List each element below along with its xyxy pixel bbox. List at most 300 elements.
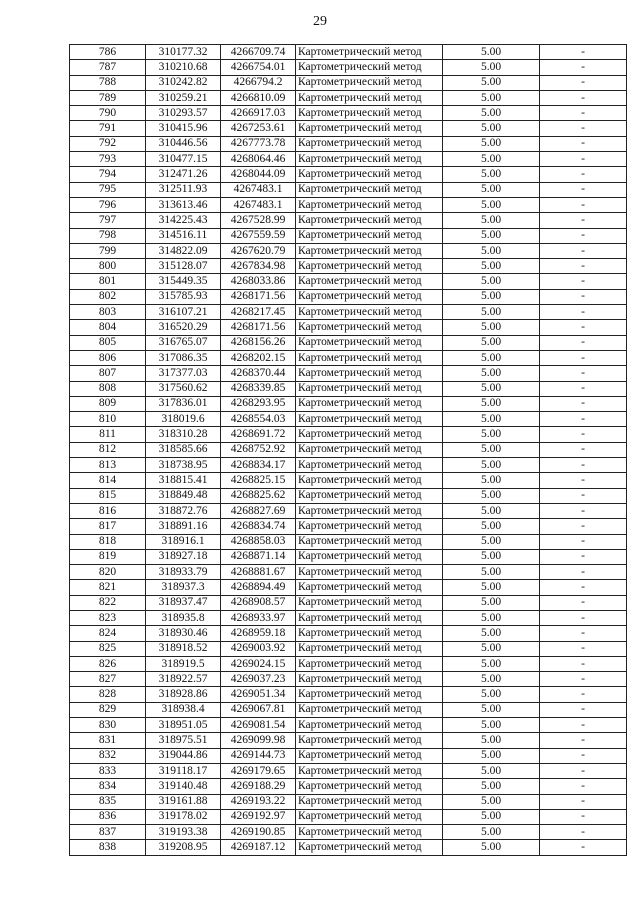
x-coordinate-cell: 314516.11 bbox=[146, 228, 221, 243]
y-coordinate-cell: 4268202.15 bbox=[221, 350, 296, 365]
note-cell: - bbox=[540, 243, 627, 258]
accuracy-cell: 5.00 bbox=[443, 779, 540, 794]
table-row bbox=[70, 825, 627, 840]
y-coordinate-cell: 4267834.98 bbox=[221, 259, 296, 274]
table-row bbox=[70, 458, 627, 473]
note-cell: - bbox=[540, 473, 627, 488]
table-row bbox=[70, 718, 627, 733]
note-cell: - bbox=[540, 595, 627, 610]
method-cell: Картометрический метод bbox=[296, 580, 443, 595]
point-number-cell: 798 bbox=[70, 228, 146, 243]
y-coordinate-cell: 4268171.56 bbox=[221, 320, 296, 335]
point-number-cell: 796 bbox=[70, 197, 146, 212]
accuracy-cell: 5.00 bbox=[443, 90, 540, 105]
note-cell: - bbox=[540, 565, 627, 580]
y-coordinate-cell: 4266709.74 bbox=[221, 45, 296, 60]
table-row bbox=[70, 687, 627, 702]
x-coordinate-cell: 319161.88 bbox=[146, 794, 221, 809]
point-number-cell: 804 bbox=[70, 320, 146, 335]
point-number-cell: 800 bbox=[70, 259, 146, 274]
note-cell: - bbox=[540, 167, 627, 182]
x-coordinate-cell: 317377.03 bbox=[146, 366, 221, 381]
accuracy-cell: 5.00 bbox=[443, 503, 540, 518]
x-coordinate-cell: 318928.86 bbox=[146, 687, 221, 702]
accuracy-cell: 5.00 bbox=[443, 45, 540, 60]
accuracy-cell: 5.00 bbox=[443, 672, 540, 687]
y-coordinate-cell: 4269099.98 bbox=[221, 733, 296, 748]
method-cell: Картометрический метод bbox=[296, 748, 443, 763]
point-number-cell: 789 bbox=[70, 90, 146, 105]
method-cell: Картометрический метод bbox=[296, 825, 443, 840]
point-number-cell: 807 bbox=[70, 366, 146, 381]
y-coordinate-cell: 4269067.81 bbox=[221, 702, 296, 717]
x-coordinate-cell: 317086.35 bbox=[146, 350, 221, 365]
note-cell: - bbox=[540, 305, 627, 320]
accuracy-cell: 5.00 bbox=[443, 763, 540, 778]
accuracy-cell: 5.00 bbox=[443, 213, 540, 228]
table-row bbox=[70, 672, 627, 687]
accuracy-cell: 5.00 bbox=[443, 626, 540, 641]
note-cell: - bbox=[540, 106, 627, 121]
point-number-cell: 788 bbox=[70, 75, 146, 90]
point-number-cell: 816 bbox=[70, 503, 146, 518]
note-cell: - bbox=[540, 519, 627, 534]
accuracy-cell: 5.00 bbox=[443, 549, 540, 564]
table-row bbox=[70, 335, 627, 350]
accuracy-cell: 5.00 bbox=[443, 473, 540, 488]
table-row bbox=[70, 733, 627, 748]
note-cell: - bbox=[540, 213, 627, 228]
accuracy-cell: 5.00 bbox=[443, 75, 540, 90]
method-cell: Картометрический метод bbox=[296, 763, 443, 778]
method-cell: Картометрический метод bbox=[296, 626, 443, 641]
note-cell: - bbox=[540, 228, 627, 243]
method-cell: Картометрический метод bbox=[296, 687, 443, 702]
note-cell: - bbox=[540, 488, 627, 503]
y-coordinate-cell: 4269193.22 bbox=[221, 794, 296, 809]
table-row bbox=[70, 779, 627, 794]
method-cell: Картометрический метод bbox=[296, 381, 443, 396]
x-coordinate-cell: 310177.32 bbox=[146, 45, 221, 60]
y-coordinate-cell: 4268691.72 bbox=[221, 427, 296, 442]
point-number-cell: 824 bbox=[70, 626, 146, 641]
method-cell: Картометрический метод bbox=[296, 75, 443, 90]
point-number-cell: 791 bbox=[70, 121, 146, 136]
table-row bbox=[70, 763, 627, 778]
accuracy-cell: 5.00 bbox=[443, 718, 540, 733]
accuracy-cell: 5.00 bbox=[443, 289, 540, 304]
point-number-cell: 810 bbox=[70, 412, 146, 427]
table-row bbox=[70, 350, 627, 365]
point-number-cell: 832 bbox=[70, 748, 146, 763]
table-row bbox=[70, 503, 627, 518]
y-coordinate-cell: 4268171.56 bbox=[221, 289, 296, 304]
point-number-cell: 793 bbox=[70, 152, 146, 167]
method-cell: Картометрический метод bbox=[296, 366, 443, 381]
table-row bbox=[70, 412, 627, 427]
method-cell: Картометрический метод bbox=[296, 549, 443, 564]
note-cell: - bbox=[540, 702, 627, 717]
accuracy-cell: 5.00 bbox=[443, 259, 540, 274]
point-number-cell: 829 bbox=[70, 702, 146, 717]
point-number-cell: 812 bbox=[70, 442, 146, 457]
table-row bbox=[70, 610, 627, 625]
y-coordinate-cell: 4268959.18 bbox=[221, 626, 296, 641]
accuracy-cell: 5.00 bbox=[443, 687, 540, 702]
point-number-cell: 792 bbox=[70, 136, 146, 151]
accuracy-cell: 5.00 bbox=[443, 580, 540, 595]
note-cell: - bbox=[540, 197, 627, 212]
x-coordinate-cell: 313613.46 bbox=[146, 197, 221, 212]
x-coordinate-cell: 310477.15 bbox=[146, 152, 221, 167]
point-number-cell: 801 bbox=[70, 274, 146, 289]
y-coordinate-cell: 4268834.74 bbox=[221, 519, 296, 534]
note-cell: - bbox=[540, 610, 627, 625]
table-row bbox=[70, 840, 627, 855]
point-number-cell: 799 bbox=[70, 243, 146, 258]
method-cell: Картометрический метод bbox=[296, 519, 443, 534]
note-cell: - bbox=[540, 641, 627, 656]
method-cell: Картометрический метод bbox=[296, 702, 443, 717]
accuracy-cell: 5.00 bbox=[443, 519, 540, 534]
x-coordinate-cell: 318937.3 bbox=[146, 580, 221, 595]
y-coordinate-cell: 4267483.1 bbox=[221, 182, 296, 197]
x-coordinate-cell: 318933.79 bbox=[146, 565, 221, 580]
x-coordinate-cell: 318849.48 bbox=[146, 488, 221, 503]
accuracy-cell: 5.00 bbox=[443, 565, 540, 580]
point-number-cell: 821 bbox=[70, 580, 146, 595]
method-cell: Картометрический метод bbox=[296, 335, 443, 350]
x-coordinate-cell: 318919.5 bbox=[146, 656, 221, 671]
point-number-cell: 813 bbox=[70, 458, 146, 473]
x-coordinate-cell: 318975.51 bbox=[146, 733, 221, 748]
x-coordinate-cell: 318916.1 bbox=[146, 534, 221, 549]
accuracy-cell: 5.00 bbox=[443, 243, 540, 258]
point-number-cell: 797 bbox=[70, 213, 146, 228]
accuracy-cell: 5.00 bbox=[443, 121, 540, 136]
point-number-cell: 811 bbox=[70, 427, 146, 442]
method-cell: Картометрический метод bbox=[296, 90, 443, 105]
note-cell: - bbox=[540, 45, 627, 60]
point-number-cell: 803 bbox=[70, 305, 146, 320]
y-coordinate-cell: 4269192.97 bbox=[221, 809, 296, 824]
accuracy-cell: 5.00 bbox=[443, 167, 540, 182]
y-coordinate-cell: 4269179.65 bbox=[221, 763, 296, 778]
accuracy-cell: 5.00 bbox=[443, 534, 540, 549]
table-row bbox=[70, 182, 627, 197]
x-coordinate-cell: 310415.96 bbox=[146, 121, 221, 136]
method-cell: Картометрический метод bbox=[296, 473, 443, 488]
method-cell: Картометрический метод bbox=[296, 458, 443, 473]
x-coordinate-cell: 310446.56 bbox=[146, 136, 221, 151]
table-row bbox=[70, 641, 627, 656]
accuracy-cell: 5.00 bbox=[443, 350, 540, 365]
method-cell: Картометрический метод bbox=[296, 152, 443, 167]
x-coordinate-cell: 319140.48 bbox=[146, 779, 221, 794]
method-cell: Картометрический метод bbox=[296, 794, 443, 809]
method-cell: Картометрический метод bbox=[296, 610, 443, 625]
y-coordinate-cell: 4269037.23 bbox=[221, 672, 296, 687]
accuracy-cell: 5.00 bbox=[443, 274, 540, 289]
x-coordinate-cell: 318951.05 bbox=[146, 718, 221, 733]
y-coordinate-cell: 4267773.78 bbox=[221, 136, 296, 151]
point-number-cell: 838 bbox=[70, 840, 146, 855]
method-cell: Картометрический метод bbox=[296, 121, 443, 136]
note-cell: - bbox=[540, 779, 627, 794]
accuracy-cell: 5.00 bbox=[443, 656, 540, 671]
accuracy-cell: 5.00 bbox=[443, 595, 540, 610]
note-cell: - bbox=[540, 274, 627, 289]
note-cell: - bbox=[540, 656, 627, 671]
y-coordinate-cell: 4266794.2 bbox=[221, 75, 296, 90]
x-coordinate-cell: 319044.86 bbox=[146, 748, 221, 763]
accuracy-cell: 5.00 bbox=[443, 733, 540, 748]
table-row bbox=[70, 748, 627, 763]
table-row bbox=[70, 197, 627, 212]
method-cell: Картометрический метод bbox=[296, 182, 443, 197]
method-cell: Картометрический метод bbox=[296, 228, 443, 243]
x-coordinate-cell: 318738.95 bbox=[146, 458, 221, 473]
note-cell: - bbox=[540, 381, 627, 396]
accuracy-cell: 5.00 bbox=[443, 610, 540, 625]
accuracy-cell: 5.00 bbox=[443, 305, 540, 320]
note-cell: - bbox=[540, 152, 627, 167]
method-cell: Картометрический метод bbox=[296, 488, 443, 503]
accuracy-cell: 5.00 bbox=[443, 641, 540, 656]
method-cell: Картометрический метод bbox=[296, 427, 443, 442]
x-coordinate-cell: 315449.35 bbox=[146, 274, 221, 289]
point-number-cell: 830 bbox=[70, 718, 146, 733]
x-coordinate-cell: 318019.6 bbox=[146, 412, 221, 427]
note-cell: - bbox=[540, 549, 627, 564]
y-coordinate-cell: 4269188.29 bbox=[221, 779, 296, 794]
accuracy-cell: 5.00 bbox=[443, 320, 540, 335]
x-coordinate-cell: 315785.93 bbox=[146, 289, 221, 304]
table-row bbox=[70, 442, 627, 457]
table-row bbox=[70, 45, 627, 60]
note-cell: - bbox=[540, 289, 627, 304]
y-coordinate-cell: 4269190.85 bbox=[221, 825, 296, 840]
point-number-cell: 836 bbox=[70, 809, 146, 824]
y-coordinate-cell: 4268933.97 bbox=[221, 610, 296, 625]
accuracy-cell: 5.00 bbox=[443, 488, 540, 503]
page-number: 29 bbox=[313, 14, 327, 29]
table-row bbox=[70, 60, 627, 75]
x-coordinate-cell: 319193.38 bbox=[146, 825, 221, 840]
note-cell: - bbox=[540, 748, 627, 763]
table-row bbox=[70, 274, 627, 289]
note-cell: - bbox=[540, 320, 627, 335]
table-row bbox=[70, 243, 627, 258]
method-cell: Картометрический метод bbox=[296, 595, 443, 610]
point-number-cell: 806 bbox=[70, 350, 146, 365]
accuracy-cell: 5.00 bbox=[443, 106, 540, 121]
y-coordinate-cell: 4266917.03 bbox=[221, 106, 296, 121]
y-coordinate-cell: 4268881.67 bbox=[221, 565, 296, 580]
x-coordinate-cell: 310259.21 bbox=[146, 90, 221, 105]
table-row bbox=[70, 794, 627, 809]
point-number-cell: 794 bbox=[70, 167, 146, 182]
x-coordinate-cell: 318935.8 bbox=[146, 610, 221, 625]
method-cell: Картометрический метод bbox=[296, 45, 443, 60]
method-cell: Картометрический метод bbox=[296, 809, 443, 824]
accuracy-cell: 5.00 bbox=[443, 748, 540, 763]
x-coordinate-cell: 317560.62 bbox=[146, 381, 221, 396]
accuracy-cell: 5.00 bbox=[443, 335, 540, 350]
accuracy-cell: 5.00 bbox=[443, 366, 540, 381]
method-cell: Картометрический метод bbox=[296, 565, 443, 580]
table-row bbox=[70, 136, 627, 151]
table-row bbox=[70, 549, 627, 564]
note-cell: - bbox=[540, 396, 627, 411]
accuracy-cell: 5.00 bbox=[443, 228, 540, 243]
y-coordinate-cell: 4269024.15 bbox=[221, 656, 296, 671]
y-coordinate-cell: 4269144.73 bbox=[221, 748, 296, 763]
x-coordinate-cell: 318937.47 bbox=[146, 595, 221, 610]
note-cell: - bbox=[540, 366, 627, 381]
method-cell: Картометрический метод bbox=[296, 320, 443, 335]
table-row bbox=[70, 320, 627, 335]
y-coordinate-cell: 4268825.15 bbox=[221, 473, 296, 488]
method-cell: Картометрический метод bbox=[296, 289, 443, 304]
point-number-cell: 802 bbox=[70, 289, 146, 304]
note-cell: - bbox=[540, 718, 627, 733]
table-row bbox=[70, 90, 627, 105]
method-cell: Картометрический метод bbox=[296, 641, 443, 656]
method-cell: Картометрический метод bbox=[296, 396, 443, 411]
method-cell: Картометрический метод bbox=[296, 442, 443, 457]
x-coordinate-cell: 312471.26 bbox=[146, 167, 221, 182]
y-coordinate-cell: 4268825.62 bbox=[221, 488, 296, 503]
method-cell: Картометрический метод bbox=[296, 259, 443, 274]
note-cell: - bbox=[540, 427, 627, 442]
point-number-cell: 835 bbox=[70, 794, 146, 809]
table-row bbox=[70, 519, 627, 534]
accuracy-cell: 5.00 bbox=[443, 60, 540, 75]
point-number-cell: 817 bbox=[70, 519, 146, 534]
method-cell: Картометрический метод bbox=[296, 60, 443, 75]
accuracy-cell: 5.00 bbox=[443, 152, 540, 167]
y-coordinate-cell: 4268156.26 bbox=[221, 335, 296, 350]
accuracy-cell: 5.00 bbox=[443, 427, 540, 442]
table-row bbox=[70, 259, 627, 274]
point-number-cell: 828 bbox=[70, 687, 146, 702]
y-coordinate-cell: 4268339.85 bbox=[221, 381, 296, 396]
x-coordinate-cell: 310242.82 bbox=[146, 75, 221, 90]
method-cell: Картометрический метод bbox=[296, 412, 443, 427]
point-number-cell: 819 bbox=[70, 549, 146, 564]
y-coordinate-cell: 4267528.99 bbox=[221, 213, 296, 228]
x-coordinate-cell: 316765.07 bbox=[146, 335, 221, 350]
x-coordinate-cell: 315128.07 bbox=[146, 259, 221, 274]
note-cell: - bbox=[540, 182, 627, 197]
x-coordinate-cell: 314225.43 bbox=[146, 213, 221, 228]
table-row bbox=[70, 488, 627, 503]
y-coordinate-cell: 4268871.14 bbox=[221, 549, 296, 564]
table-row bbox=[70, 626, 627, 641]
x-coordinate-cell: 318938.4 bbox=[146, 702, 221, 717]
x-coordinate-cell: 318891.16 bbox=[146, 519, 221, 534]
point-number-cell: 831 bbox=[70, 733, 146, 748]
method-cell: Картометрический метод bbox=[296, 503, 443, 518]
y-coordinate-cell: 4269081.54 bbox=[221, 718, 296, 733]
note-cell: - bbox=[540, 763, 627, 778]
point-number-cell: 822 bbox=[70, 595, 146, 610]
x-coordinate-cell: 318930.46 bbox=[146, 626, 221, 641]
method-cell: Картометрический метод bbox=[296, 274, 443, 289]
note-cell: - bbox=[540, 626, 627, 641]
note-cell: - bbox=[540, 136, 627, 151]
note-cell: - bbox=[540, 335, 627, 350]
point-number-cell: 786 bbox=[70, 45, 146, 60]
method-cell: Картометрический метод bbox=[296, 718, 443, 733]
note-cell: - bbox=[540, 580, 627, 595]
accuracy-cell: 5.00 bbox=[443, 182, 540, 197]
note-cell: - bbox=[540, 442, 627, 457]
table-row bbox=[70, 580, 627, 595]
method-cell: Картометрический метод bbox=[296, 672, 443, 687]
table-row bbox=[70, 366, 627, 381]
table-row bbox=[70, 121, 627, 136]
note-cell: - bbox=[540, 90, 627, 105]
method-cell: Картометрический метод bbox=[296, 197, 443, 212]
note-cell: - bbox=[540, 350, 627, 365]
table-row bbox=[70, 595, 627, 610]
table-row bbox=[70, 702, 627, 717]
x-coordinate-cell: 310293.57 bbox=[146, 106, 221, 121]
accuracy-cell: 5.00 bbox=[443, 396, 540, 411]
note-cell: - bbox=[540, 825, 627, 840]
y-coordinate-cell: 4268894.49 bbox=[221, 580, 296, 595]
point-number-cell: 833 bbox=[70, 763, 146, 778]
point-number-cell: 826 bbox=[70, 656, 146, 671]
table-row bbox=[70, 427, 627, 442]
x-coordinate-cell: 314822.09 bbox=[146, 243, 221, 258]
y-coordinate-cell: 4266754.01 bbox=[221, 60, 296, 75]
method-cell: Картометрический метод bbox=[296, 167, 443, 182]
method-cell: Картометрический метод bbox=[296, 840, 443, 855]
table-row bbox=[70, 809, 627, 824]
x-coordinate-cell: 316107.21 bbox=[146, 305, 221, 320]
method-cell: Картометрический метод bbox=[296, 779, 443, 794]
x-coordinate-cell: 319118.17 bbox=[146, 763, 221, 778]
method-cell: Картометрический метод bbox=[296, 656, 443, 671]
method-cell: Картометрический метод bbox=[296, 136, 443, 151]
accuracy-cell: 5.00 bbox=[443, 442, 540, 457]
note-cell: - bbox=[540, 794, 627, 809]
method-cell: Картометрический метод bbox=[296, 305, 443, 320]
point-number-cell: 787 bbox=[70, 60, 146, 75]
point-number-cell: 808 bbox=[70, 381, 146, 396]
note-cell: - bbox=[540, 809, 627, 824]
accuracy-cell: 5.00 bbox=[443, 197, 540, 212]
y-coordinate-cell: 4269187.12 bbox=[221, 840, 296, 855]
x-coordinate-cell: 319208.95 bbox=[146, 840, 221, 855]
y-coordinate-cell: 4268217.45 bbox=[221, 305, 296, 320]
y-coordinate-cell: 4269051.34 bbox=[221, 687, 296, 702]
x-coordinate-cell: 318872.76 bbox=[146, 503, 221, 518]
y-coordinate-cell: 4267253.61 bbox=[221, 121, 296, 136]
point-number-cell: 814 bbox=[70, 473, 146, 488]
table-row bbox=[70, 305, 627, 320]
note-cell: - bbox=[540, 733, 627, 748]
point-number-cell: 823 bbox=[70, 610, 146, 625]
accuracy-cell: 5.00 bbox=[443, 381, 540, 396]
x-coordinate-cell: 318918.52 bbox=[146, 641, 221, 656]
method-cell: Картометрический метод bbox=[296, 243, 443, 258]
table-row bbox=[70, 167, 627, 182]
point-number-cell: 837 bbox=[70, 825, 146, 840]
